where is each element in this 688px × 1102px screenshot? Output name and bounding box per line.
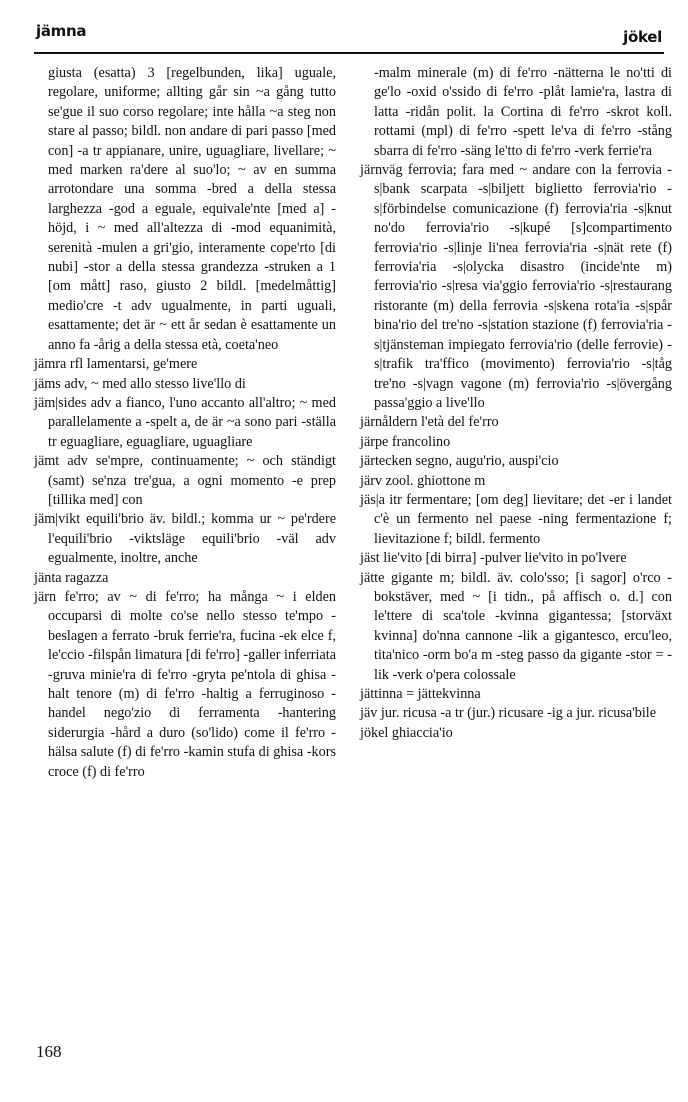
dictionary-entry: jäm|vikt equili'brio äv. bildl.; komma ur ~ pe'rdere l'equili'brio -viktsläge equili'brio -väl adv egualmente, inoltre, anche (34, 511, 336, 567)
right-column (360, 64, 672, 743)
dictionary-entry: jämra rfl lamentarsi, ge'mere (34, 356, 198, 373)
dictionary-entry: jäv jur. ricusa -a tr (jur.) ricusare -ig a jur. ricusa'bile (360, 705, 657, 722)
page-number: 168 (36, 1042, 62, 1061)
dictionary-entry: jämt adv se'mpre, continuamente; ~ och ständigt (samt) se'nza tre'gua, a ogni momento -e prep [tillika med] con (34, 453, 336, 508)
dictionary-entry: järnväg ferrovia; fara med ~ andare con la ferrovia -s|bank scarpata -s|biljett biglietto ferrovia'rio -s|förbindelse comunicazione (f) ferrovia'ria -s|knut no'do ferrovia'rio -s|kupé [s]compartimento ferrovia'rio -s|linje li'nea ferrovia'ria -s|nät rete (f) ferrovia'ria -s|olycka disastro (incide'nte m) ferrovia'rio -s|resa via'ggio ferrovia'rio -s|restaurang ristorante (m) della ferrovia -s|skena rota'ia -s|spår bina'rio del tre'no -s|station stazione (f) ferrovia'ria -s|tjänsteman impiegato ferrovia'rio (delle ferrovie) -s|trafik tra'ffico (movimento) ferrovia'rio -s|tåg tre'no -s|vagn vagone (m) ferrovia'rio -s|övergång passa'ggio a live'llo (360, 162, 672, 411)
dictionary-entry: jäst lie'vito [di birra] -pulver lie'vito in po'lvere (360, 550, 627, 567)
dictionary-entry: jänta ragazza (34, 569, 109, 586)
running-head-left: jämna (36, 22, 87, 40)
dictionary-entry: jäs|a itr fermentare; [om deg] lievitare; det -er i landet c'è un fermento nel paese -ning fermentazione f; lievitazione f; bildl. fermento (360, 491, 672, 547)
dictionary-entry: järpe francolino (360, 433, 451, 450)
dictionary-entry: järnåldern l'età del fe'rro (360, 414, 499, 431)
dictionary-entry: -malm minerale (m) di fe'rro -nätterna le no'tti di ge'lo -oxid o'ssido di fe'rro -plåt lamie'ra, lastra di latta -ridån polit. la Cortina di fe'rro -skrot koll. rottami (mpl) di fe'rro -spett le'va di fe'rro -stång sbarra di fe'rro -säng le'tto di fe'rro -verk ferrie'ra (374, 65, 672, 159)
dictionary-entry: jäms adv, ~ med allo stesso live'llo di (34, 375, 246, 392)
dictionary-entry: jätte gigante m; bildl. äv. colo'sso; [i sagor] o'rco -bokstäver, med ~ [i tidn., på affisch o. d.] con le'ttere di sca'tole -kvinna gigantessa; [storväxt kvinna] do'nna cannone -lik a gigantesco, ercu'leo, tita'nico -orm bo'a m -steg passo da gigante -stor = -lik -verk o'pera colossale (360, 569, 672, 683)
dictionary-entry: jökel ghiaccia'io (360, 724, 453, 741)
dictionary-entry: järtecken segno, augu'rio, auspi'cio (360, 453, 559, 470)
left-column (34, 64, 336, 782)
header-rule (34, 52, 664, 54)
dictionary-entry: giusta (esatta) 3 [regelbunden, lika] uguale, regolare, uniforme; allting går sin ~a gång tutto se'gue il suo corso regolare; inte hålla ~a steg non stare al passo; bildl. non andare di pari passo [med con] -a tr appianare, unire, uguagliare, livellare; ~ med marken ra'dere al suo'lo; ~ av en summa arrotondare una somma -bred a della stessa larghezza -god a eguale, equivale'nte [med a] -höjd, i ~ med all'altezza di -mod equanimità, serenità -mulen a gri'gio, interamente cope'rto [di nubi] -stor a della stessa grandezza -struken a 1 [om mått] raso, giusto 2 bildl. [medelmåttig] medio'cre -t adv ugualmente, in parti uguali, esattamente; det är ~ ett år sedan è esattamente un anno fa -årig a della stessa età, coeta'neo (48, 65, 336, 353)
dictionary-entry: järv zool. ghiottone m (360, 472, 486, 489)
dictionary-entry: järn fe'rro; av ~ di fe'rro; ha många ~ i elden occuparsi di molte co'se nello stesso te'mpo -beslagen a ferrato -bruk ferrie'ra, fucina -ek elce f, le'ccio -filspån limatura [di fe'rro] -galler inferriata -gruva minie'ra di fe'rro -gryta pe'ntola di ghisa -halt tenore (m) di fe'rro -haltig a ferruginoso -handel nego'zio di ferramenta -hantering siderurgia -hård a duro (so'lido) come il fe'rro -hälsa salute (f) di fe'rro -kamin stufa di ghisa -kors croce (f) di fe'rro (34, 588, 336, 780)
running-head-right: jökel (623, 28, 662, 46)
dictionary-entry: jäm|sides adv a fianco, l'uno accanto all'altro; ~ med parallelamente a -spelt a, de är ~a sono pari -ställa tr eguagliare, eguagliare, uguagliare (34, 394, 336, 450)
dictionary-entry: jättinna = jättekvinna (360, 686, 481, 702)
